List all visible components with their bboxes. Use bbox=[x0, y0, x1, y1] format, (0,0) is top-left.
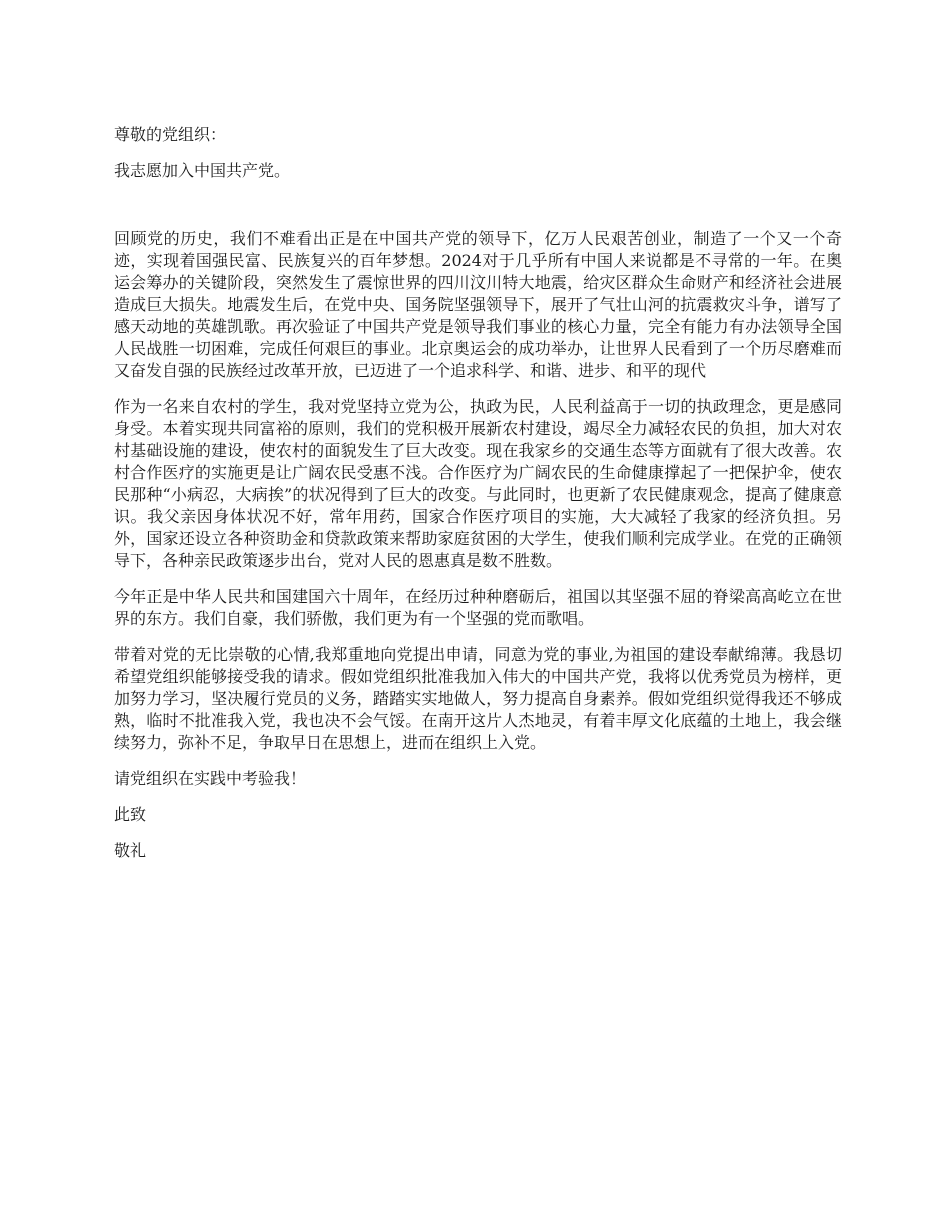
closing-salute: 敬礼 bbox=[114, 841, 147, 860]
paragraph-anniversary: 今年正是中华人民共和国建国六十周年，在经历过种种磨砺后，祖国以其坚强不屈的脊梁高高屹立在世界的东方。我们自豪，我们骄傲，我们更为有一个坚强的党而歌唱。 bbox=[114, 587, 842, 628]
paragraph-history: 回顾党的历史，我们不难看出正是在中国共产党的领导下，亿万人民艰苦创业，制造了一个又一个奇迹，实现着国强民富、民族复兴的百年梦想。2024对于几乎所有中国人来说都是不寻常的一年。在奥运会筹办的关键阶段，突然发生了震惊世界的四川汶川特大地震，给灾区群众生命财产和经济社会进展造成巨大损失。地震发生后，在党中央、国务院坚强领导下，展开了气壮山河的抗震救灾斗争，谱写了感天动地的英雄凯歌。再次验证了中国共产党是领导我们事业的核心力量，完全有能力有办法领导全国人民战胜一切困难，完成任何艰巨的事业。北京奥运会的成功举办，让世界人民看到了一个历尽磨难而又奋发自强的民族经过改革开放，已迈进了一个追求科学、和谐、进步、和平的现代 bbox=[114, 229, 842, 380]
closing-greeting: 此致 bbox=[114, 805, 147, 824]
intro-line: 我志愿加入中国共产党。 bbox=[114, 161, 291, 180]
letter-body bbox=[114, 124, 842, 876]
closing-request: 请党组织在实践中考验我！ bbox=[114, 769, 307, 788]
salutation: 尊敬的党组织： bbox=[114, 125, 227, 144]
paragraph-application: 带着对党的无比崇敬的心情,我郑重地向党提出申请，同意为党的事业,为祖国的建设奉献绵薄。我恳切希望党组织能够接受我的请求。假如党组织批准我加入伟大的中国共产党，我将以优秀党员为榜样，更加努力学习，坚决履行党员的义务，踏踏实实地做人，努力提高自身素养。假如党组织觉得我还不够成熟，临时不批准我入党，我也决不会气馁。在南开这片人杰地灵，有着丰厚文化底蕴的土地上，我会继续努力，弥补不足，争取早日在思想上，进而在组织上入党。 bbox=[114, 645, 842, 752]
paragraph-rural: 作为一名来自农村的学生，我对党坚持立党为公，执政为民，人民利益高于一切的执政理念，更是感同身受。本着实现共同富裕的原则，我们的党积极开展新农村建设，竭尽全力减轻农民的负担，加大对农村基础设施的建设，使农村的面貌发生了巨大改变。现在我家乡的交通生态等方面就有了很大改善。农村合作医疗的实施更是让广阔农民受惠不浅。合作医疗为广阔农民的生命健康撑起了一把保护伞，使农民那种“小病忍，大病挨”的状况得到了巨大的改变。与此同时，也更新了农民健康观念，提高了健康意识。我父亲因身体状况不好，常年用药，国家合作医疗项目的实施，大大减轻了我家的经济负担。另外，国家还设立各种资助金和贷款政策来帮助家庭贫困的大学生，使我们顺利完成学业。在党的正确领导下，各种亲民政策逐步出台，党对人民的恩惠真是数不胜数。 bbox=[114, 397, 842, 570]
paragraph-gap bbox=[114, 196, 842, 228]
